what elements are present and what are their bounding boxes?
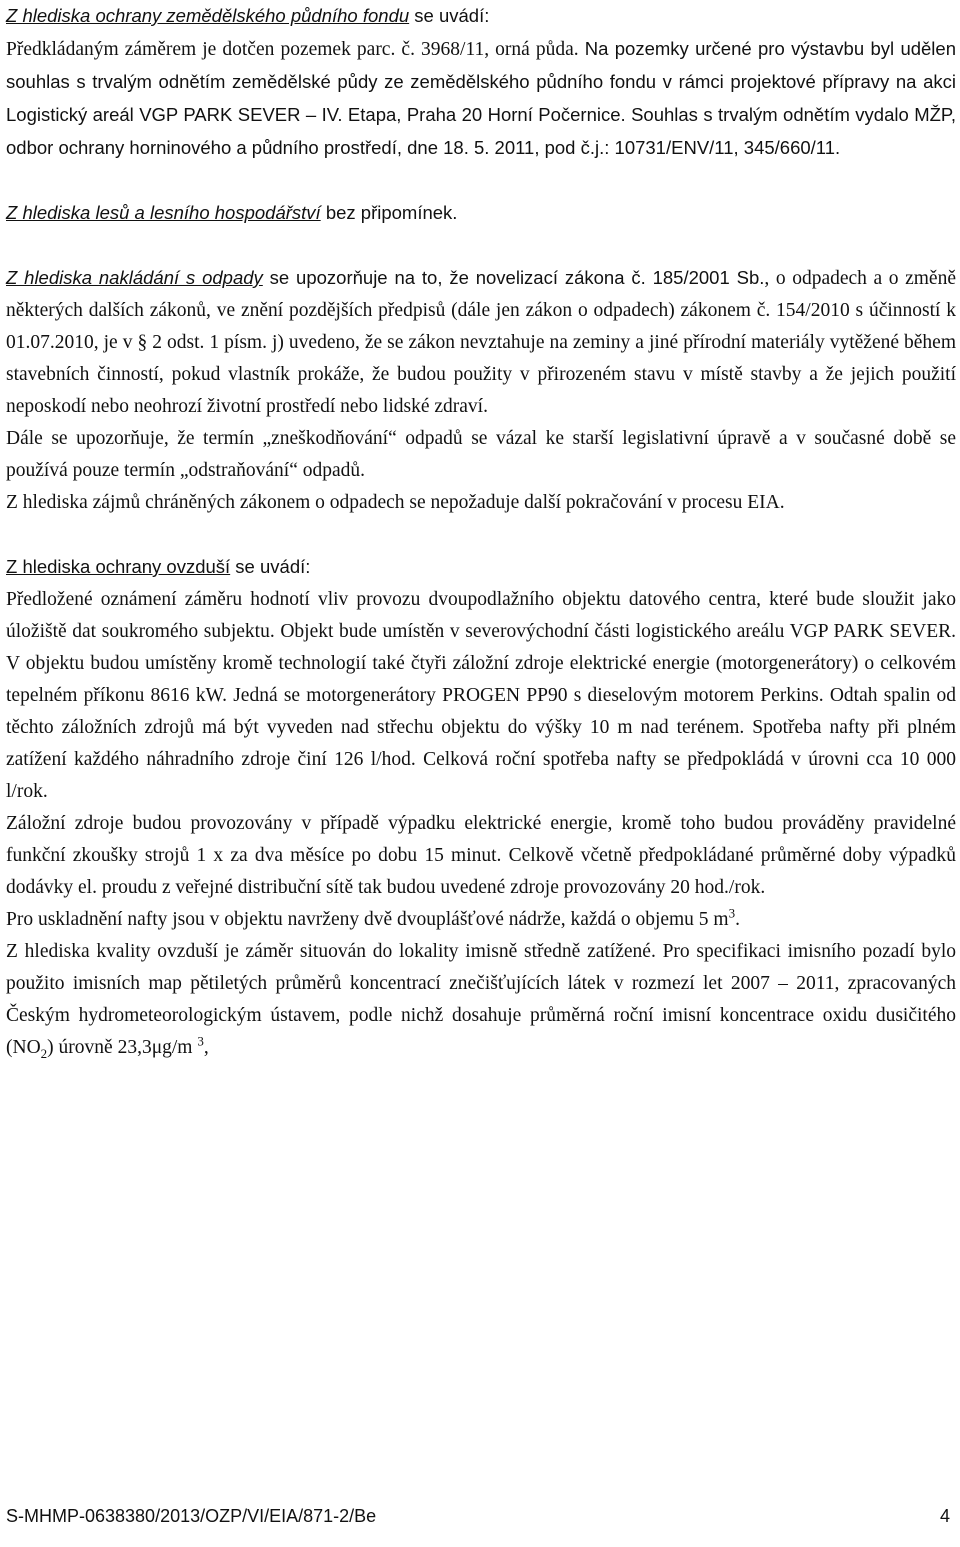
section-zpf xyxy=(6,0,956,165)
page-footer xyxy=(6,1506,950,1527)
paragraph: Předkládaným záměrem je dotčen pozemek parc. č. 3968/11, orná půda. Na pozemky určené pro výstavbu byl udělen souhlas s trvalým odnětím zemědělské půdy ze zemědělského půdního fondu v rámci projektové přípravy na akci Logistický areál VGP PARK SEVER – IV. Etapa, Praha 20 Horní Počernice. Souhlas s trvalým odnětím vydalo MŽP, odbor ochrany horninového a půdního prostředí, dne 18. 5. 2011, pod č.j.: 10731/ENV/11, 345/660/11. xyxy=(6,38,956,158)
section-heading: Z hlediska ochrany ovzduší xyxy=(6,556,231,577)
section-odpady xyxy=(6,262,956,519)
paragraph: Z hlediska zájmů chráněných zákonem o odpadech se nepožaduje další pokračování v procesu EIA. xyxy=(6,492,785,513)
document-page xyxy=(6,0,956,1064)
page-number: 4 xyxy=(939,1506,950,1526)
paragraph: Záložní zdroje budou provozovány v případě výpadku elektrické energie, kromě toho budou prováděny pravidelné funkční zkoušky strojů 1 x za dva měsíce po dobu 15 minut. Celkově včetně předpokládané průměrné doby výpadků dodávky el. proudu z veřejné distribuční sítě tak budou uvedené zdroje provozovány 20 hod./rok. xyxy=(6,813,956,898)
section-heading: Z hlediska ochrany zemědělského půdního fondu xyxy=(6,5,410,26)
section-heading-line: Z hlediska ochrany zemědělského půdního fondu se uvádí: xyxy=(6,5,490,26)
section-heading-line: Z hlediska ochrany ovzduší se uvádí: xyxy=(6,556,311,577)
paragraph: Dále se upozorňuje, že termín „zneškodňování“ odpadů se vázal ke starší legislativní úpravě a v současné době se používá pouze termín „odstraňování“ odpadů. xyxy=(6,428,956,481)
section-heading: Z hlediska nakládání s odpady xyxy=(6,267,263,288)
paragraph: Pro uskladnění nafty jsou v objektu navrženy dvě dvouplášťové nádrže, každá o objemu 5 $m^3$. xyxy=(6,905,740,930)
section-lesy xyxy=(6,197,956,230)
section-ovzdusi xyxy=(6,551,956,1064)
paragraph: Z hlediska kvality ovzduší je záměr situován do lokality imisně středně zatížené. Pro specifikaci imisního pozadí bylo použito imisních map pětiletých průměrů koncentrací znečišťujících látek v rozmezí let 2007 – 2011, zpracovaných Českým hydrometeorologickým ústavem, podle nichž dosahuje průměrná roční imisní koncentrace oxidu dusičitého $(NO_2)$ úrovně 23,3μg/m $^3$, xyxy=(6,941,956,1061)
paragraph: Z hlediska nakládání s odpady se upozorňuje na to, že novelizací zákona č. 185/2001 Sb., o odpadech a o změně některých dalších zákonů, ve znění pozdějších předpisů (dále jen zákon o odpadech) zákonem č. 154/2010 s účinností k 01.07.2010, je v § 2 odst. 1 písm. j) uvedeno, že se zákon nevztahuje na zeminy a jiné přírodní materiály vytěžené během stavebních činností, pokud vlastník prokáže, že budou použity v přirozeném stavu v místě stavby a že jejich použití neposkodí nebo neohrozí životní prostředí nebo lidské zdraví. xyxy=(6,267,956,417)
section-heading: Z hlediska lesů a lesního hospodářství xyxy=(6,202,321,223)
document-reference: S-MHMP-0638380/2013/OZP/VI/EIA/871-2/Be xyxy=(6,1506,377,1526)
paragraph: Z hlediska lesů a lesního hospodářství bez připomínek. xyxy=(6,202,458,223)
paragraph: Předložené oznámení záměru hodnotí vliv provozu dvoupodlažního objektu datového centra, které bude sloužit jako úložiště dat soukromého subjektu. Objekt bude umístěn v severovýchodní části logistického areálu VGP PARK SEVER. V objektu budou umístěny kromě technologií také čtyři záložní zdroje elektrické energie (motorgenerátory) o celkovém tepelném příkonu 8616 kW. Jedná se motorgenerátory PROGEN PP90 s dieselovým motorem Perkins. Odtah spalin od těchto záložních zdrojů má být vyveden nad střechu objektu do výšky 10 m nad terénem. Spotřeba nafty při plném zatížení každého náhradního zdroje činí 126 l/hod. Celková roční spotřeba nafty se předpokládá v úrovni cca 10 000 l/rok. xyxy=(6,589,956,802)
